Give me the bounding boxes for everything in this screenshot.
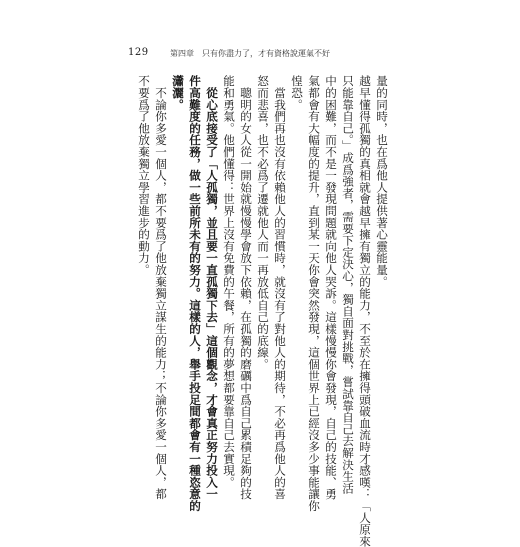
text-column: 能和勇氣。他們懂得：世界上沒有免費的午餐，所有的夢想都要靠自己去實現。 <box>222 75 236 488</box>
text-column: 中的困難，而不是一發現問題就向他人哭訴。這樣慢慢你會發現，自己的技能、勇 <box>324 75 338 500</box>
text-column-bold: 件高難度的任務，做一些前所未有的努力。這樣的人，舉手投足間都會有一種恣意的 <box>188 75 202 512</box>
text-column: 當我們再也沒有依賴他人的習慣時，就沒有了對他人的期待，不必再爲他人的喜 <box>273 75 287 500</box>
page-number: 129 <box>128 47 149 58</box>
text-column: 不論你多愛一個人，都不要爲了他放棄獨立謀生的能力；不論你多愛一個人，都 <box>154 75 168 500</box>
text-column-bold: 從心底接受了「人孤獨，並且要一直孤獨下去」這個觀念，才會真正努力投入一 <box>205 75 219 500</box>
text-column: 惶恐。 <box>290 75 304 111</box>
chapter-header: 第四章 只有你盡力了，才有資格說運氣不好 <box>170 49 330 58</box>
text-column: 怒而悲喜，也不必爲了遷就他人而一再放低自己的底線。 <box>256 75 270 370</box>
text-column: 不要爲了他放棄獨立學習進步的動力。 <box>137 75 151 276</box>
text-column: 量的同時，也在爲他人提供著心靈能量。 <box>375 75 389 288</box>
text-column: 只能靠自己。」成爲強者，需要下定決心，獨自面對挑戰，嘗試靠自己去解決生活 <box>341 75 355 494</box>
text-column: 氣都會有大幅度的提升，直到某一天你會突然發現，這個世界上已經沒多少事能讓你 <box>307 75 321 512</box>
text-column: 越早懂得孤獨的真相就會越早擁有獨立的能力，不至於在擁得頭破血流時才感嘆：「人原來 <box>358 75 372 547</box>
text-column: 聰明的女人從一開始就慢慢學會放下依賴，在孤獨的磨礪中爲自己累積足夠的技 <box>239 75 253 500</box>
text-column-bold: 瀟灑。 <box>171 75 185 111</box>
